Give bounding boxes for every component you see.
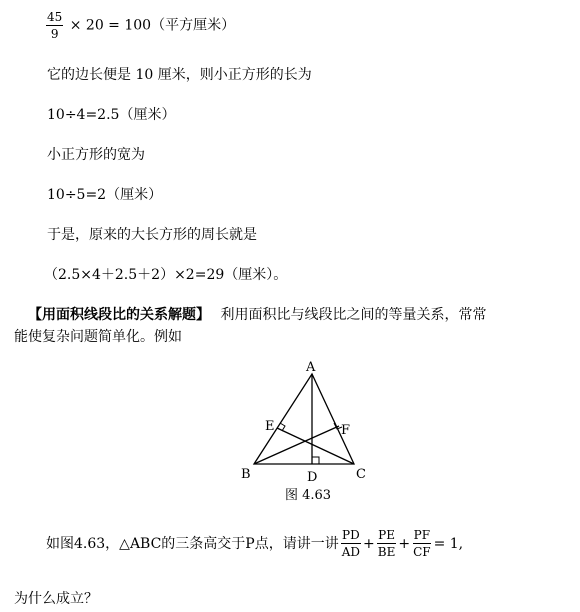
label-e: E xyxy=(265,419,275,434)
fraction-pd-ad xyxy=(341,528,361,559)
equation-length: 10÷4=2.5（厘米） xyxy=(47,107,176,123)
section-heading: 【用面积线段比的关系解题】 xyxy=(28,307,210,323)
fraction-45-9 xyxy=(46,10,63,41)
right-angle-d xyxy=(312,457,319,464)
fraction-pe-be xyxy=(377,528,397,559)
fraction-numerator: PE xyxy=(378,528,395,542)
fraction-numerator: 45 xyxy=(47,10,63,24)
label-a: A xyxy=(306,360,316,375)
label-b: B xyxy=(241,467,251,482)
fraction-denominator: 9 xyxy=(50,27,59,41)
triangle-figure xyxy=(230,356,380,506)
area-equation xyxy=(44,10,235,41)
fraction-denominator: BE xyxy=(377,545,396,559)
equation-width: 10÷5=2（厘米） xyxy=(47,187,163,203)
fraction-numerator: PD xyxy=(342,528,360,542)
closing-question: 为什么成立？ xyxy=(14,591,98,607)
label-d: D xyxy=(307,470,318,485)
paragraph-width: 小正方形的宽为 xyxy=(47,147,145,163)
label-c: C xyxy=(356,467,366,482)
question-prefix: 如图4.63，△ABC的三条高交于P点，请讲一讲 xyxy=(46,535,339,552)
question-line xyxy=(46,528,463,559)
equation-rest: × 20 = 100（平方厘米） xyxy=(69,17,236,34)
section-paragraph-line1 xyxy=(28,306,486,324)
fraction-denominator: CF xyxy=(413,545,431,559)
section-text-2: 能使复杂问题简单化。例如 xyxy=(14,329,182,345)
fraction-pf-cf xyxy=(412,528,432,559)
fraction-denominator: AD xyxy=(341,545,361,559)
label-f: F xyxy=(341,423,351,438)
paragraph-side-length: 它的边长便是 10 厘米，则小正方形的长为 xyxy=(47,67,312,83)
figure-caption: 图 4.63 xyxy=(285,488,332,503)
fraction-numerator: PF xyxy=(413,528,431,542)
question-suffix: = 1, xyxy=(433,535,464,552)
section-text-1: 利用面积比与线段比之间的等量关系，常常 xyxy=(220,307,487,323)
plus-sign: + xyxy=(363,535,375,552)
paragraph-perimeter: 于是，原来的大长方形的周长就是 xyxy=(47,227,257,243)
plus-sign: + xyxy=(398,535,411,552)
equation-perimeter: （2.5×4＋2.5＋2）×2=29（厘米）。 xyxy=(44,267,288,283)
